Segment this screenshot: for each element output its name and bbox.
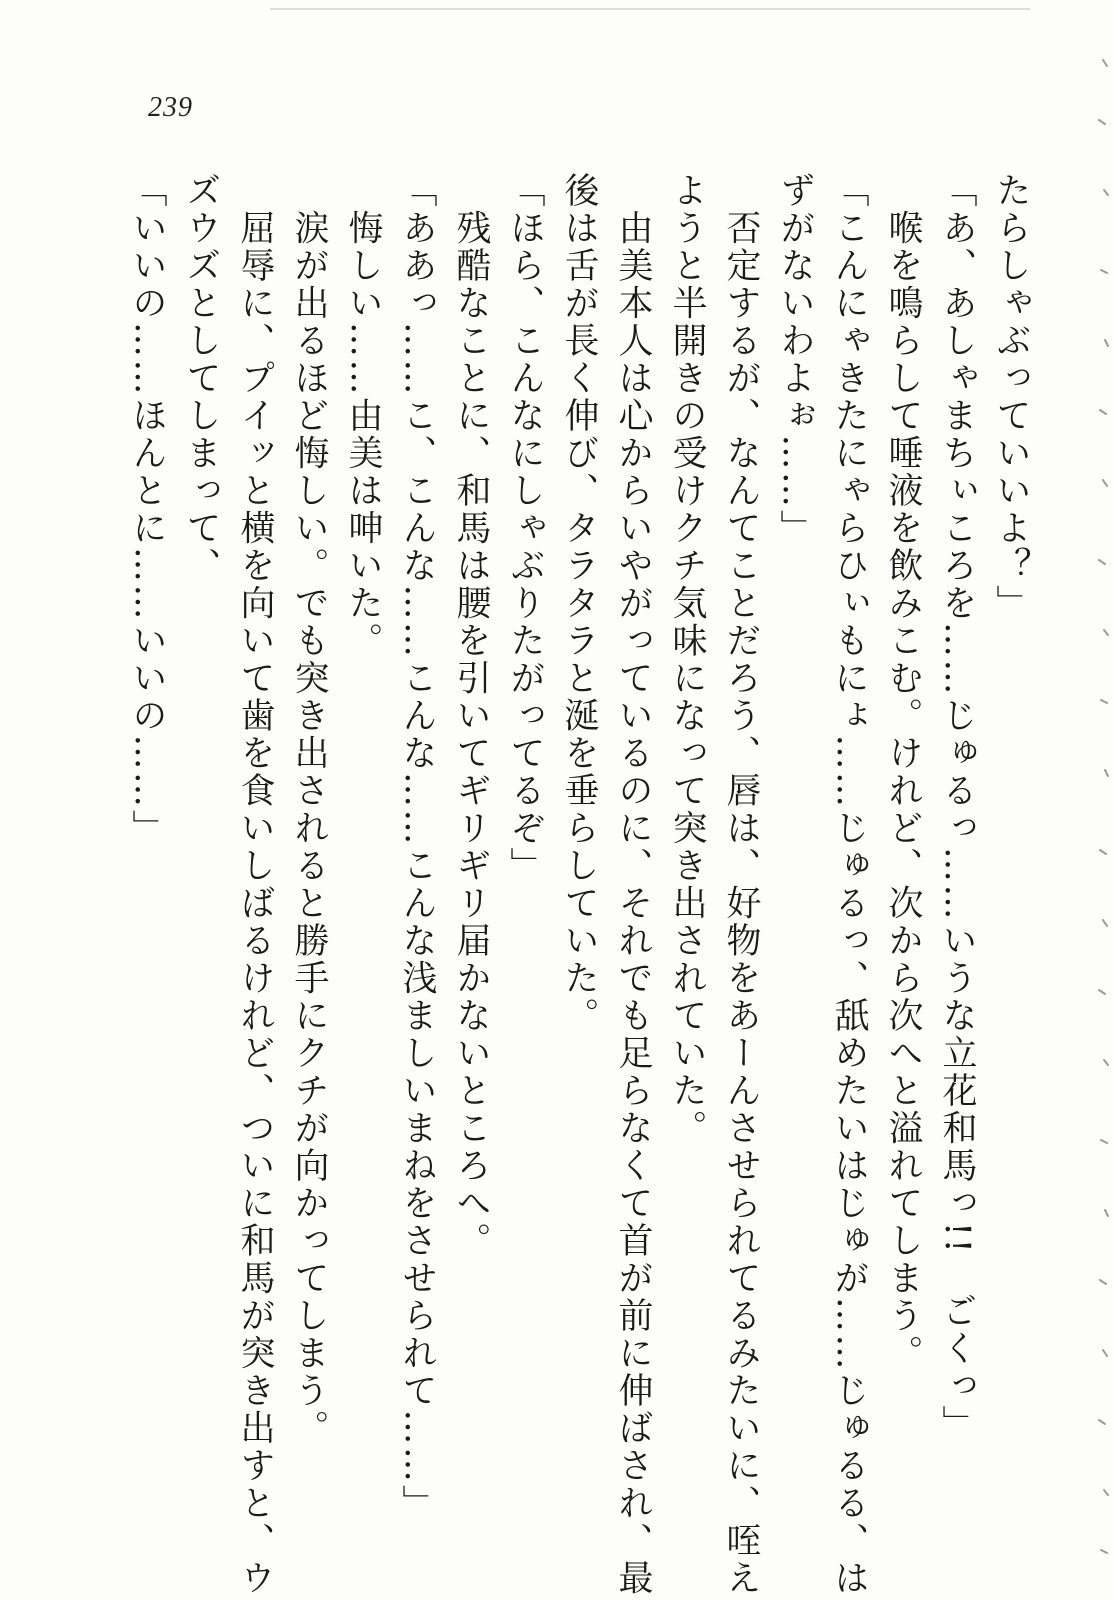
text-line: ズウズとしてしまって、 [181,172,221,585]
text-line: ずがないわよぉ……」 [775,172,815,547]
text-line: 「いいの……ほんとに……いいの……」 [127,172,167,847]
text-line: 残酷なことに、和馬は腰を引いてギリギリ届かないところへ。 [451,172,491,1260]
page-number: 239 [148,92,193,123]
text-line: 「ほら、こんなにしゃぶりたがってるぞ」 [505,172,545,885]
text-line: 「ああっ……こ、こんな……こんな……こんな浅ましいまねをさせられて……」 [397,172,437,1522]
text-line: たらしゃぶっていいよ？」 [991,172,1031,622]
text-line: 否定するが、なんてことだろう、唇は、好物をあーんさせられてるみたいに、咥え [721,172,761,1597]
text-line: ようと半開きの受けクチ気味になって突き出されていた。 [667,172,707,1147]
text-line: 後は舌が長く伸び、タラタラと涎を垂らしていた。 [559,172,599,1035]
text-line: 悔しい……由美は呻いた。 [343,172,383,660]
text-line: 由美本人は心からいやがっているのに、それでも足らなくて首が前に伸ばされ、最 [613,172,653,1597]
text-line: 屈辱に、プイッと横を向いて歯を食いしばるけれど、ついに和馬が突き出すと、ウ [235,172,275,1597]
text-line: 喉を鳴らして唾液を飲みこむ。けれど、次から次へと溢れてしまう。 [883,172,923,1372]
text-line: 涙が出るほど悔しい。でも突き出されると勝手にクチが向かってしまう。 [289,172,329,1447]
page-edge-marks [1089,0,1113,1600]
text-line: 「こんにゃきたにゃらひぃもにょ……じゅるっ、舐めたいはじゅが……じゅるる、は [829,172,869,1597]
page-top-edge [270,0,1030,10]
text-line: 「あ、あしゃまちぃころを……じゅるっ……いうな立花和馬っ!! ごくっ」 [937,172,977,1443]
vertical-text-body [108,172,1038,1597]
